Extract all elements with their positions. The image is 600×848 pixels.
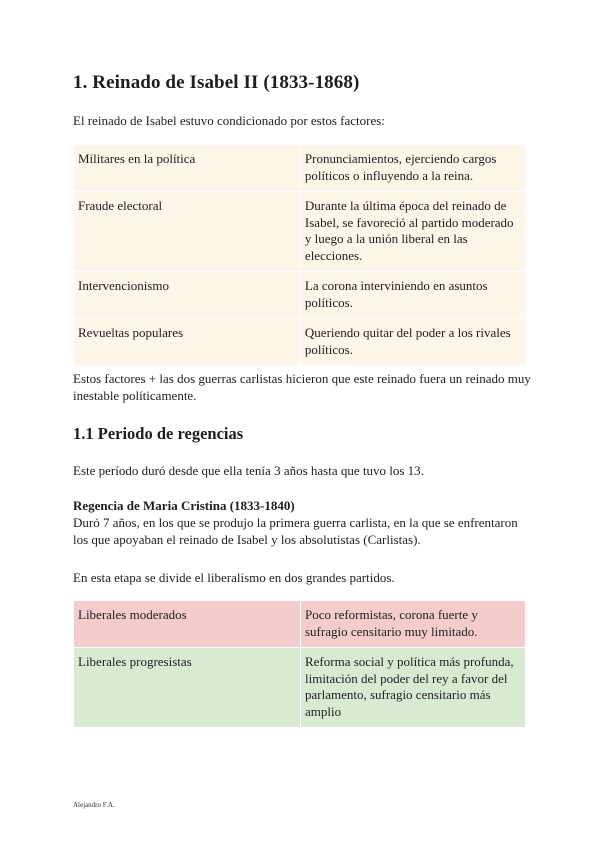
factor-cell: Fraude electoral — [74, 192, 300, 271]
description-cell: Reforma social y política más profunda, limitación del poder del rey a favor del parlamento, sufragio censitario más amplio — [301, 648, 525, 727]
party-cell: Liberales moderados — [74, 601, 300, 647]
page-title: 1. Reinado de Isabel II (1833-1868) — [73, 72, 360, 93]
description-cell: Durante la última época del reinado de Isabel, se favoreció al partido moderado y luego a la unión liberal en las elecciones. — [301, 192, 525, 271]
parties-intro-paragraph: En esta etapa se divide el liberalismo en dos grandes partidos. — [73, 570, 395, 585]
table-row — [74, 272, 525, 318]
description-cell: Queriendo quitar del poder a los rivales políticos. — [301, 319, 525, 365]
table-row — [74, 648, 525, 727]
factor-cell: Revueltas populares — [74, 319, 300, 365]
intro-paragraph: El reinado de Isabel estuvo condicionado por estos factores: — [73, 113, 385, 128]
footer-author: Alejandro F.A. — [73, 801, 115, 809]
regency-block — [73, 497, 533, 548]
factor-cell: Militares en la política — [74, 145, 300, 191]
regency-text: Duró 7 años, en los que se produjo la primera guerra carlista, en la que se enfrentaron los que apoyaban el reinado de Isabel y los absolutistas (Carlistas). — [73, 515, 518, 547]
factor-cell: Intervencionismo — [74, 272, 300, 318]
section-heading: 1.1 Periodo de regencias — [73, 424, 244, 443]
table-row — [74, 192, 525, 271]
description-cell: Poco reformistas, corona fuerte y sufragio censitario muy limitado. — [301, 601, 525, 647]
summary-paragraph: Estos factores + las dos guerras carlistas hicieron que este reinado fuera un reinado muy inestable políticamente. — [73, 371, 531, 403]
description-cell: Pronunciamientos, ejerciendo cargos políticos o influyendo a la reina. — [301, 145, 525, 191]
table-row — [74, 601, 525, 647]
factors-table — [73, 144, 526, 366]
regency-title: Regencia de Maria Cristina (1833-1840) — [73, 498, 295, 513]
table-row — [74, 145, 525, 191]
description-cell: La corona interviniendo en asuntos políticos. — [301, 272, 525, 318]
parties-table — [73, 600, 526, 728]
regency-period-paragraph: Este período duró desde que ella tenía 3 años hasta que tuvo los 13. — [73, 463, 424, 478]
party-cell: Liberales progresistas — [74, 648, 300, 727]
table-row — [74, 319, 525, 365]
